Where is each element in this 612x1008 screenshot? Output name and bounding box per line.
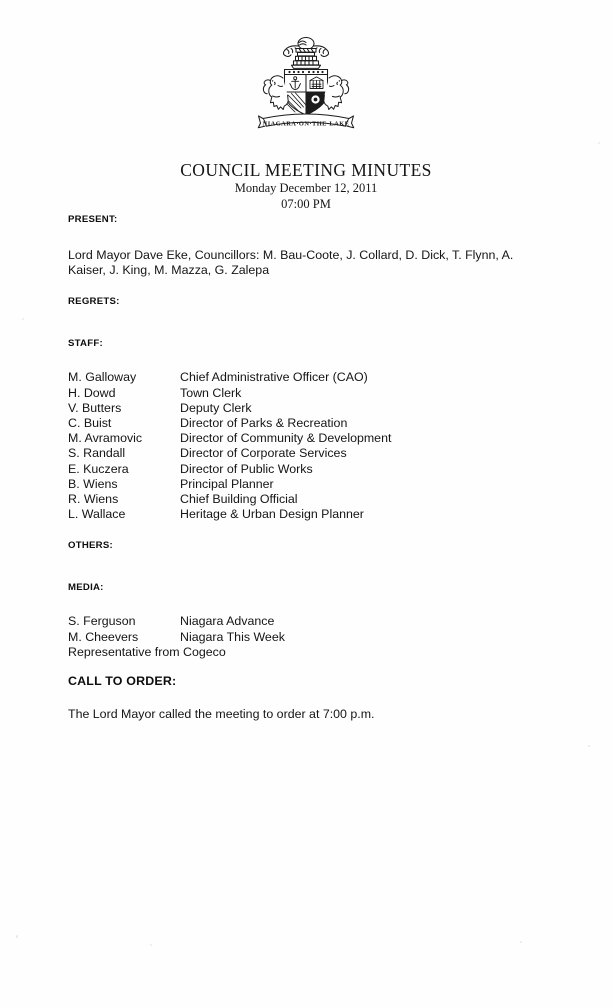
scan-speckle (598, 142, 600, 144)
call-to-order-text: The Lord Mayor called the meeting to order at 7:00 p.m. (68, 707, 375, 722)
staff-role: Chief Administrative Officer (CAO) (180, 370, 368, 385)
staff-role: Deputy Clerk (180, 400, 252, 415)
media-outlet: Niagara This Week (180, 629, 285, 644)
staff-role: Director of Parks & Recreation (180, 416, 348, 431)
media-extra-line: Representative from Cogeco (68, 644, 226, 659)
scan-speckle (588, 745, 590, 747)
table-row (68, 462, 391, 477)
section-heading-present: PRESENT: (68, 214, 118, 225)
present-attendees: Lord Mayor Dave Eke, Councillors: M. Bau-Coote, J. Collard, D. Dick, T. Flynn, A. Kaiser, J. King, M. Mazza, G. Zalepa (68, 248, 514, 278)
section-heading-media: MEDIA: (68, 582, 104, 594)
table-row (68, 386, 391, 401)
table-row (68, 431, 391, 446)
staff-name: H. Dowd (68, 385, 116, 400)
table-row (68, 492, 391, 507)
emblem-container (0, 34, 612, 138)
staff-name: B. Wiens (68, 476, 118, 491)
scan-speckle (520, 941, 522, 943)
table-row (68, 645, 285, 660)
staff-name: E. Kuczera (68, 461, 129, 476)
emblem-ribbon-text: NIAGARA·ON·THE·LAKE (262, 120, 350, 128)
page-title: COUNCIL MEETING MINUTES (180, 160, 432, 180)
section-heading-staff: STAFF: (68, 338, 103, 350)
table-row (68, 630, 285, 645)
table-row (68, 507, 391, 522)
staff-roster-body (68, 370, 391, 522)
media-outlet: Niagara Advance (180, 614, 275, 629)
staff-name: M. Avramovic (68, 431, 143, 446)
staff-name: R. Wiens (68, 492, 119, 507)
table-row (68, 401, 391, 416)
media-name: S. Ferguson (68, 614, 136, 629)
section-heading-call-to-order: CALL TO ORDER: (68, 674, 177, 689)
media-name: M. Cheevers (68, 629, 139, 644)
table-row (68, 477, 391, 492)
scan-speckle (22, 318, 24, 320)
staff-role: Heritage & Urban Design Planner (180, 507, 364, 522)
staff-role: Principal Planner (180, 476, 274, 491)
table-row (68, 614, 285, 629)
table-row (68, 446, 391, 461)
table-row (68, 370, 391, 385)
staff-name: L. Wallace (68, 507, 126, 522)
scan-speckle (150, 944, 152, 946)
coat-of-arms-icon (254, 34, 358, 138)
staff-name: M. Galloway (68, 370, 137, 385)
meeting-time: 07:00 PM (281, 196, 331, 211)
section-heading-others: OTHERS: (68, 540, 113, 552)
table-row (68, 416, 391, 431)
staff-role: Director of Public Works (180, 461, 313, 476)
scan-speckle (16, 935, 18, 938)
staff-role: Chief Building Official (180, 492, 298, 507)
staff-role: Director of Corporate Services (180, 446, 347, 461)
staff-roster-table (68, 370, 391, 522)
staff-role: Director of Community & Development (180, 431, 392, 446)
document-title-block (0, 160, 612, 211)
media-roster-table (68, 614, 285, 660)
meeting-date: Monday December 12, 2011 (234, 181, 378, 195)
staff-name: C. Buist (68, 416, 112, 431)
media-roster-body (68, 614, 285, 660)
staff-name: S. Randall (68, 446, 126, 461)
section-heading-regrets: REGRETS: (68, 296, 120, 308)
document-body (68, 214, 526, 722)
staff-name: V. Butters (68, 400, 122, 415)
staff-role: Town Clerk (180, 385, 242, 400)
